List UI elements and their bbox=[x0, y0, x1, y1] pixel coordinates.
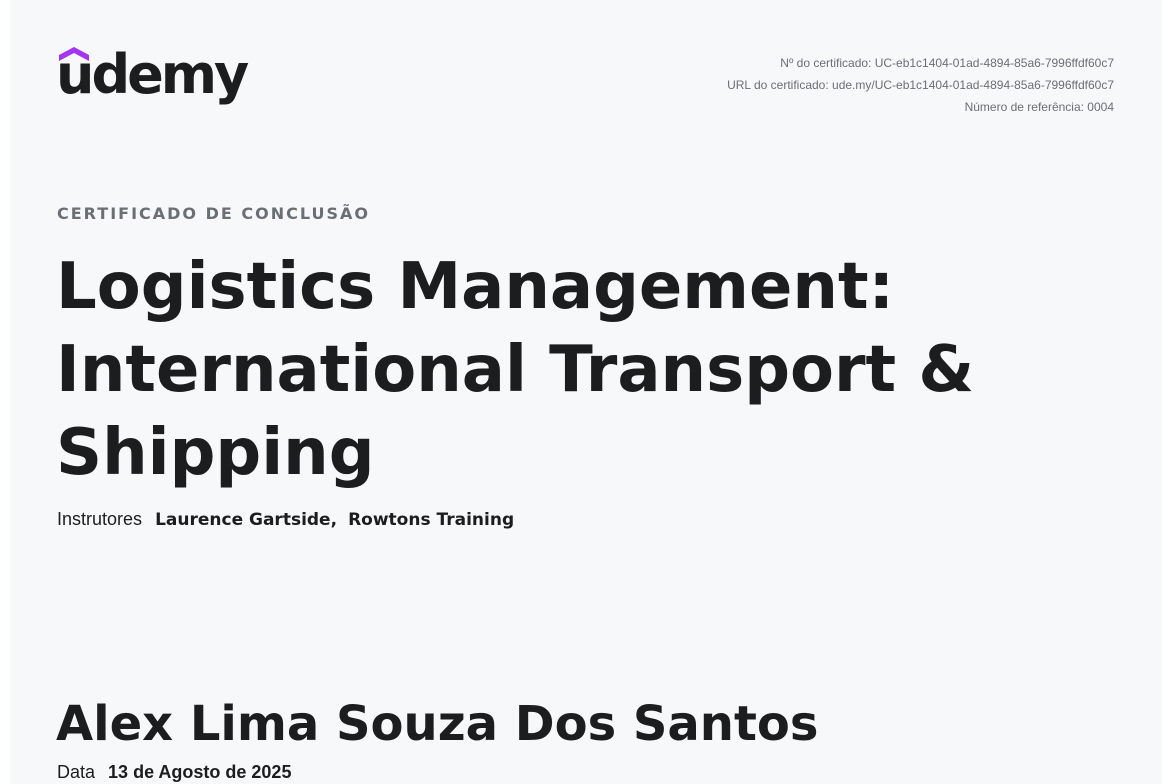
logo-wordmark: udemy bbox=[56, 43, 247, 106]
reference-number: Número de referência: 0004 bbox=[964, 100, 1114, 114]
certificate-page bbox=[10, 0, 1162, 784]
date-line bbox=[57, 762, 291, 783]
instructors-label: Instrutores bbox=[57, 509, 143, 529]
udemy-logo bbox=[56, 43, 256, 126]
certificate-number: Nº do certificado: UC-eb1c1404-01ad-4894-85a6-7996ffdf60c7 bbox=[780, 56, 1114, 70]
instructors-line bbox=[57, 509, 514, 530]
instructor-name: Rowtons Training bbox=[348, 510, 515, 530]
certificate-label: CERTIFICADO DE CONCLUSÃO bbox=[57, 204, 370, 223]
course-title: Logistics Management: International Transport & Shipping bbox=[56, 250, 975, 490]
date-label: Data bbox=[57, 762, 96, 782]
certificate-url[interactable]: URL do certificado: ude.my/UC-eb1c1404-01ad-4894-85a6-7996ffdf60c7 bbox=[727, 78, 1114, 92]
certificate-meta bbox=[727, 52, 1114, 118]
recipient-name: Alex Lima Souza Dos Santos bbox=[56, 696, 819, 752]
instructor-name: Laurence Gartside, bbox=[155, 510, 338, 530]
date-value: 13 de Agosto de 2025 bbox=[108, 762, 292, 782]
